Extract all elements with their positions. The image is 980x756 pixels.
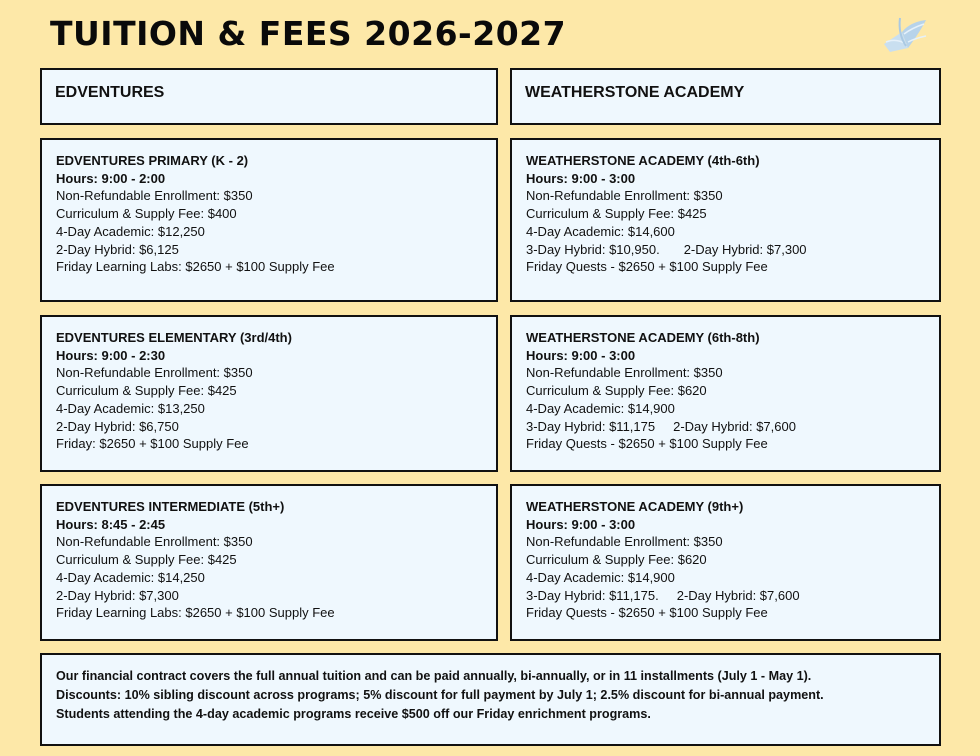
payment-terms-line: Our financial contract covers the full annual tuition and can be paid annually, bi-annually, or in 11 installments (July 1 - May 1).	[56, 669, 812, 683]
card-title: WEATHERSTONE ACADEMY (6th-8th)	[526, 330, 760, 345]
academic-fee: 4-Day Academic: $14,600	[526, 223, 675, 239]
hybrid-fee: 2-Day Hybrid: $6,750	[56, 418, 179, 434]
card-hours: Hours: 8:45 - 2:45	[56, 516, 166, 532]
card-hours: Hours: 9:00 - 3:00	[526, 516, 636, 532]
card-hours: Hours: 9:00 - 2:00	[56, 170, 166, 186]
hybrid-fees	[526, 418, 925, 436]
weatherstone-header-label: WEATHERSTONE ACADEMY	[525, 84, 745, 101]
hybrid-2-day-fee: 2-Day Hybrid: $7,600	[676, 587, 800, 603]
friday-fee: Friday Learning Labs: $2650 + $100 Supply Fee	[56, 259, 335, 275]
hybrid-3-day-fee: 3-Day Hybrid: $11,175.	[526, 587, 659, 603]
friday-discount-line: Students attending the 4-day academic programs receive $500 off our Friday enrichment programs.	[56, 707, 651, 721]
supply-fee: Curriculum & Supply Fee: $620	[526, 383, 707, 399]
weatherstone-9th-plus-card	[510, 484, 941, 641]
hybrid-fee: 2-Day Hybrid: $7,300	[56, 587, 179, 603]
book-icon	[880, 12, 932, 54]
hybrid-3-day-fee: 3-Day Hybrid: $11,175	[526, 418, 656, 434]
weatherstone-6th-8th-card	[510, 315, 941, 472]
supply-fee: Curriculum & Supply Fee: $620	[526, 552, 707, 568]
hybrid-fee: 2-Day Hybrid: $6,125	[56, 241, 179, 257]
weatherstone-4th-6th-card	[510, 138, 941, 302]
page-title: TUITION & FEES 2026-2027	[50, 14, 567, 53]
academic-fee: 4-Day Academic: $12,250	[56, 223, 205, 239]
hybrid-3-day-fee: 3-Day Hybrid: $10,950.	[526, 241, 660, 257]
card-hours: Hours: 9:00 - 3:00	[526, 347, 636, 363]
academic-fee: 4-Day Academic: $14,900	[526, 400, 675, 416]
card-title: WEATHERSTONE ACADEMY (9th+)	[526, 499, 744, 514]
card-title: EDVENTURES ELEMENTARY (3rd/4th)	[56, 330, 292, 345]
hybrid-2-day-fee: 2-Day Hybrid: $7,600	[673, 418, 796, 434]
friday-fee: Friday Quests - $2650 + $100 Supply Fee	[526, 259, 768, 275]
friday-fee: Friday Quests - $2650 + $100 Supply Fee	[526, 605, 768, 621]
payment-terms-note	[40, 653, 941, 746]
card-hours: Hours: 9:00 - 3:00	[526, 170, 636, 186]
supply-fee: Curriculum & Supply Fee: $425	[56, 383, 237, 399]
academic-fee: 4-Day Academic: $13,250	[56, 400, 205, 416]
weatherstone-header	[510, 68, 941, 125]
supply-fee: Curriculum & Supply Fee: $425	[56, 552, 237, 568]
friday-fee: Friday Learning Labs: $2650 + $100 Supply Fee	[56, 605, 335, 621]
academic-fee: 4-Day Academic: $14,900	[526, 569, 675, 585]
edventures-header-label: EDVENTURES	[55, 84, 165, 101]
edventures-header	[40, 68, 498, 125]
friday-fee: Friday Quests - $2650 + $100 Supply Fee	[526, 436, 768, 452]
card-hours: Hours: 9:00 - 2:30	[56, 347, 166, 363]
hybrid-2-day-fee: 2-Day Hybrid: $7,300	[683, 241, 807, 257]
supply-fee: Curriculum & Supply Fee: $425	[526, 206, 707, 222]
enrollment-fee: Non-Refundable Enrollment: $350	[526, 188, 723, 204]
card-title: EDVENTURES PRIMARY (K - 2)	[56, 153, 249, 168]
edventures-intermediate-card	[40, 484, 498, 641]
academic-fee: 4-Day Academic: $14,250	[56, 569, 205, 585]
discounts-line: Discounts: 10% sibling discount across programs; 5% discount for full payment by July 1; 2.5% discount for bi-annual payment.	[56, 688, 824, 702]
edventures-elementary-card	[40, 315, 498, 472]
friday-fee: Friday: $2650 + $100 Supply Fee	[56, 436, 249, 452]
enrollment-fee: Non-Refundable Enrollment: $350	[56, 188, 253, 204]
hybrid-fees	[526, 241, 925, 259]
hybrid-fees	[526, 587, 925, 605]
enrollment-fee: Non-Refundable Enrollment: $350	[56, 534, 253, 550]
edventures-primary-card	[40, 138, 498, 302]
enrollment-fee: Non-Refundable Enrollment: $350	[56, 365, 253, 381]
supply-fee: Curriculum & Supply Fee: $400	[56, 206, 237, 222]
enrollment-fee: Non-Refundable Enrollment: $350	[526, 365, 723, 381]
card-title: WEATHERSTONE ACADEMY (4th-6th)	[526, 153, 760, 168]
enrollment-fee: Non-Refundable Enrollment: $350	[526, 534, 723, 550]
card-title: EDVENTURES INTERMEDIATE (5th+)	[56, 499, 285, 514]
